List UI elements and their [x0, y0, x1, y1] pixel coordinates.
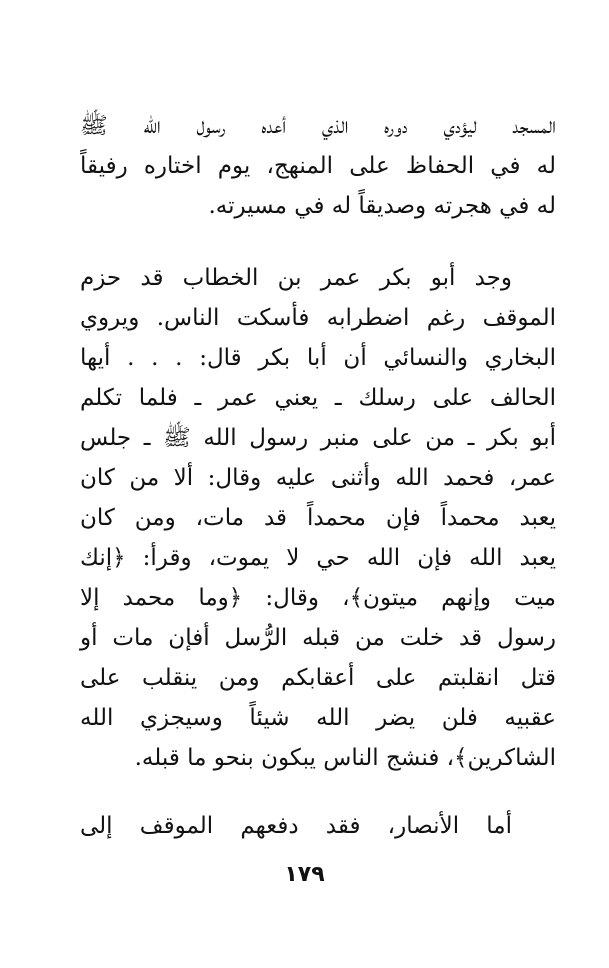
text-line: الشاكرين﴾، فنشج الناس يبكون بنحو ما قبله.	[134, 745, 556, 771]
text-line: رسول قد خلت من قبله الرُّسل أفإن مات أو	[80, 625, 556, 651]
text-line: له في الحفاظ على المنهج، يوم اختاره رفيقاً	[80, 153, 556, 179]
text-line: أما الأنصار، فقد دفعهم الموقف إلى	[80, 813, 512, 839]
text-line: الموقف رغم اضطرابه فأسكت الناس. ويروي	[80, 305, 556, 331]
text-line: له في هجرته وصديقاً له في مسيرته.	[208, 193, 556, 219]
text-line: أبو بكر ـ من على منبر رسول الله ﷺ ـ جلس	[80, 425, 556, 451]
text-line: البخاري والنسائي أن أبا بكر قال: . . . أيها	[80, 345, 556, 371]
text-line: يعبد محمداً فإن محمداً قد مات، ومن كان	[80, 505, 556, 531]
paragraph-3	[80, 806, 556, 846]
paragraph-2	[80, 258, 556, 778]
text-line: المسجد ليؤدي دوره الذي أعده رسول الله ﷺ	[80, 113, 556, 139]
text-line: ميت وإنهم ميتون﴾، وقال: ﴿وما محمد إلا	[80, 585, 556, 611]
text-line: الحالف على رسلك ـ يعني عمر ـ فلما تكلم	[80, 385, 556, 411]
text-line: يعبد الله فإن الله حي لا يموت، وقرأ: ﴿إنك	[80, 545, 556, 571]
text-line: قتل انقلبتم على أعقابكم ومن ينقلب على	[80, 665, 556, 691]
page-number: ١٧٩	[284, 862, 325, 887]
text-line: عمر، فحمد الله وأثنى عليه وقال: ألا من كان	[80, 465, 556, 491]
text-line: وجد أبو بكر عمر بن الخطاب قد حزم	[80, 265, 512, 291]
paragraph-1	[80, 106, 556, 226]
text-line: عقبيه فلن يضر الله شيئاً وسيجزي الله	[80, 705, 556, 731]
